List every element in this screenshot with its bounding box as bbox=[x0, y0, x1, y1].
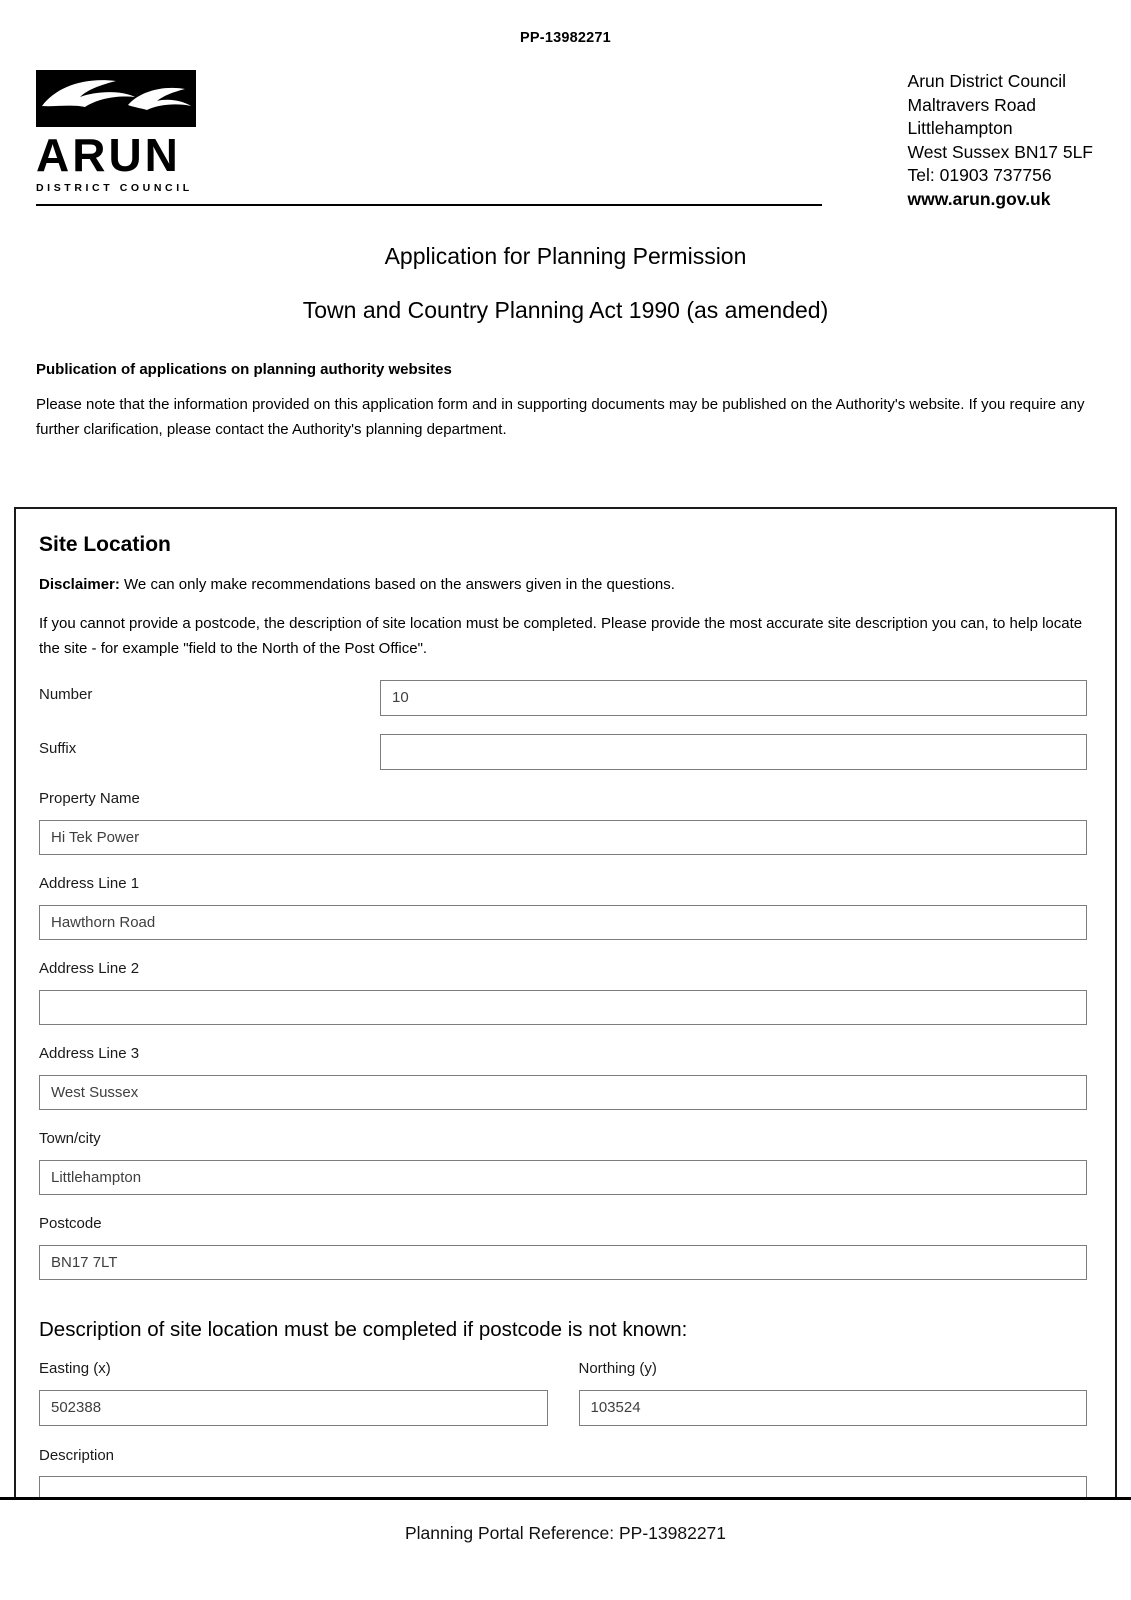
field-address-line-1 bbox=[39, 875, 1087, 940]
field-easting bbox=[39, 1360, 548, 1426]
field-postcode bbox=[39, 1215, 1087, 1280]
address-line-1-input[interactable] bbox=[39, 905, 1087, 940]
property-name-input[interactable] bbox=[39, 820, 1087, 855]
field-address-line-3 bbox=[39, 1045, 1087, 1110]
field-northing bbox=[579, 1360, 1088, 1426]
address-line-3-input[interactable] bbox=[39, 1075, 1087, 1110]
council-address-line: Arun District Council bbox=[907, 71, 1067, 91]
council-address-line: Maltravers Road bbox=[907, 94, 1036, 115]
planning-reference-header: PP-13982271 bbox=[520, 30, 611, 46]
header-divider bbox=[36, 204, 822, 206]
logo-subtitle: DISTRICT COUNCIL bbox=[36, 182, 193, 194]
address-line-2-label: Address Line 2 bbox=[39, 959, 140, 977]
council-address-line: Littlehampton bbox=[907, 118, 1013, 138]
description-label: Description bbox=[39, 1446, 115, 1464]
publication-body: Please note that the information provided on this application form and in supporting documents may be published on the Authority's website. If you require any further clarification, please contact the Authority's planning department. bbox=[36, 396, 1085, 438]
birds-icon bbox=[36, 70, 196, 127]
description-requirement-heading: Description of site location must be completed if postcode is not known: bbox=[39, 1317, 688, 1341]
town-city-label: Town/city bbox=[39, 1129, 101, 1147]
council-website: www.arun.gov.uk bbox=[907, 188, 1051, 209]
property-name-label: Property Name bbox=[39, 789, 140, 807]
address-line-1-label: Address Line 1 bbox=[39, 874, 140, 892]
disclaimer bbox=[39, 576, 1087, 593]
field-suffix bbox=[39, 734, 1087, 770]
planning-portal-reference: Planning Portal Reference: PP-13982271 bbox=[404, 1523, 727, 1543]
council-address-line: West Sussex BN17 5LF bbox=[907, 141, 1093, 162]
northing-input[interactable] bbox=[579, 1390, 1088, 1426]
disclaimer-label: Disclaimer: bbox=[39, 575, 120, 593]
field-address-line-2 bbox=[39, 960, 1087, 1025]
easting-label: Easting (x) bbox=[39, 1359, 111, 1377]
easting-input[interactable] bbox=[39, 1390, 548, 1426]
council-phone: Tel: 01903 737756 bbox=[907, 165, 1052, 185]
coordinates-row bbox=[39, 1360, 1087, 1426]
site-location-section bbox=[14, 507, 1117, 1600]
address-line-2-input[interactable] bbox=[39, 990, 1087, 1025]
arun-logo bbox=[36, 70, 196, 211]
address-line-3-label: Address Line 3 bbox=[39, 1044, 140, 1062]
town-city-input[interactable] bbox=[39, 1160, 1087, 1195]
number-label: Number bbox=[39, 685, 93, 703]
suffix-input[interactable] bbox=[380, 734, 1087, 770]
postcode-guidance: If you cannot provide a postcode, the description of site location must be completed. Please provide the most accurate site description you can, to help locate the site - for example "field to the North of the Post Office". bbox=[39, 614, 1083, 657]
form-statute: Town and Country Planning Act 1990 (as amended) bbox=[302, 297, 829, 323]
postcode-label: Postcode bbox=[39, 1214, 102, 1232]
suffix-label: Suffix bbox=[39, 739, 77, 757]
page-header bbox=[36, 70, 1095, 213]
form-title: Application for Planning Permission bbox=[384, 243, 747, 269]
northing-label: Northing (y) bbox=[578, 1359, 657, 1377]
postcode-input[interactable] bbox=[39, 1245, 1087, 1280]
number-input[interactable] bbox=[380, 680, 1087, 716]
page-footer bbox=[0, 1497, 1131, 1600]
field-number bbox=[39, 680, 1087, 716]
council-address bbox=[908, 70, 1095, 211]
section-title: Site Location bbox=[39, 532, 171, 556]
field-property-name bbox=[39, 790, 1087, 855]
field-town-city bbox=[39, 1130, 1087, 1195]
logo-name: ARUN bbox=[36, 129, 181, 181]
disclaimer-text: We can only make recommendations based on the answers given in the questions. bbox=[124, 575, 675, 593]
publication-heading: Publication of applications on planning authority websites bbox=[36, 361, 452, 378]
